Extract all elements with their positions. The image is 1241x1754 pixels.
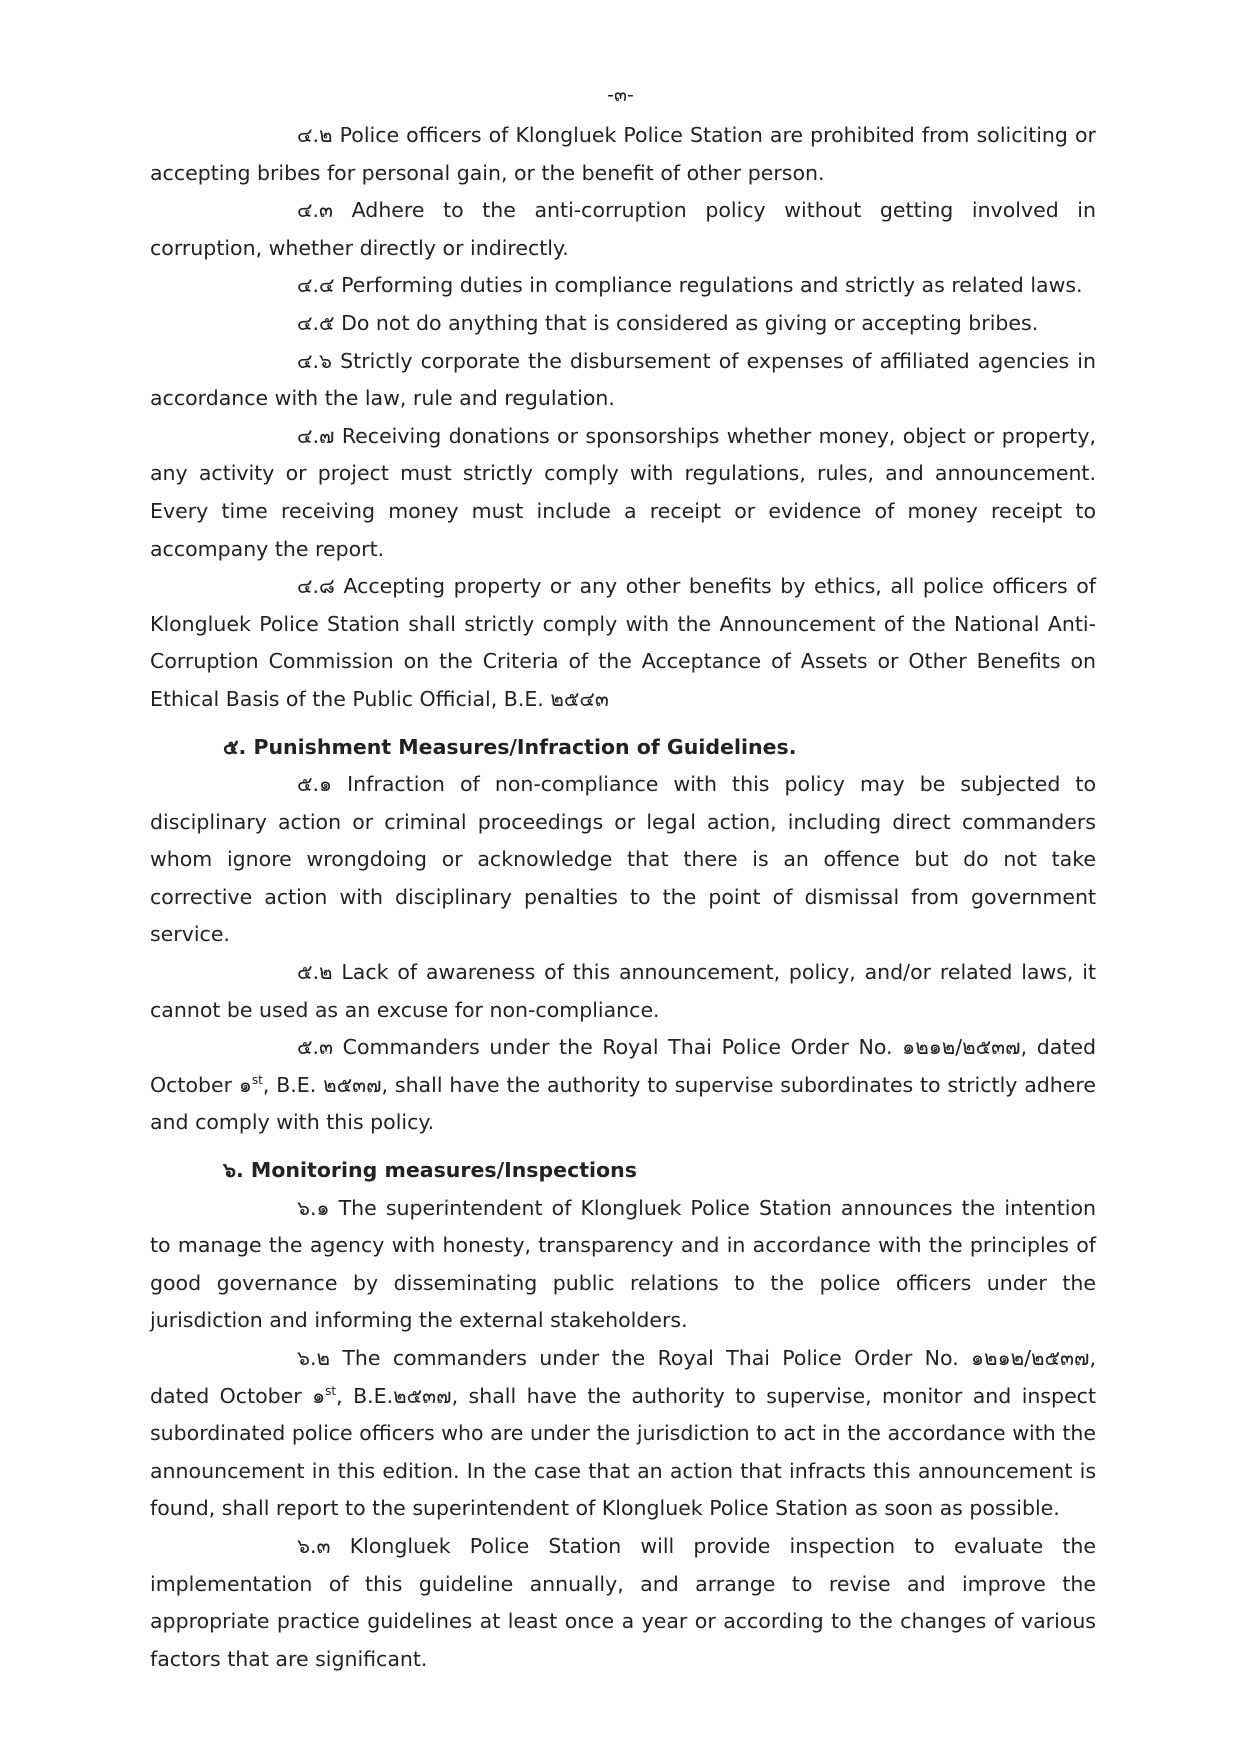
clause-text: Performing duties in compliance regulations and strictly as related laws. xyxy=(341,273,1083,298)
clause-number: ๔.๓ xyxy=(297,198,334,223)
clause-number: ๔.๒ xyxy=(297,123,333,147)
ordinal-suffix: st xyxy=(251,1073,263,1088)
clause-text: Lack of awareness of this announcement, policy, and/or related laws, it cannot be used as an excuse for non-compliance. xyxy=(150,960,1096,1022)
clause-5-1 xyxy=(150,766,1096,954)
clause-text-continued: , B.E.๒๕๓๗, shall have the authority to supervise, monitor and inspect subordinated police officers who are under the jurisdiction to act in the accordance with the announcement in this edition. In the case that an action that infracts this announcement is found, shall report to the superintendent of Klongluek Police Station as soon as possible. xyxy=(150,1383,1096,1521)
clause-4-4 xyxy=(150,267,1096,305)
clause-4-2 xyxy=(150,117,1096,192)
clause-6-3 xyxy=(150,1528,1096,1678)
clause-4-6 xyxy=(150,343,1096,418)
clause-4-7 xyxy=(150,418,1096,568)
section-6-heading: ๖. Monitoring measures/Inspections xyxy=(223,1158,637,1183)
clause-number: ๔.๔ xyxy=(297,273,335,298)
clause-6-1 xyxy=(150,1190,1096,1340)
clause-number: ๔.๗ xyxy=(297,423,335,448)
document-body xyxy=(150,117,1096,1678)
clause-number: ๕.๓ xyxy=(297,1035,334,1060)
clause-5-3 xyxy=(150,1029,1096,1142)
clause-text: The superintendent of Klongluek Police Station announces the intention to manage the agency with honesty, transparency and in accordance with the principles of good governance by disseminating public relations to the police officers under the jurisdiction and informing the external stakeholders. xyxy=(150,1195,1096,1333)
clause-text: Infraction of non-compliance with this policy may be subjected to disciplinary action or criminal proceedings or legal action, including direct commanders whom ignore wrongdoing or acknowledge that there is an offence but do not take corrective action with disciplinary penalties to the point of dismissal from government service. xyxy=(150,772,1096,947)
clause-text: The commanders under the Royal Thai Police Order No. ๑๒๑๒/๒๕๓๗, dated October ๑ xyxy=(150,1346,1096,1408)
clause-text: Accepting property or any other benefits by ethics, all police officers of Klongluek Police Station shall strictly comply with the Announcement of the National Anti-Corruption Commission on the Criteria of the Acceptance of Assets or Other Benefits on Ethical Basis of the Public Official, B.E. ๒๕๔๓ xyxy=(150,574,1096,711)
clause-text: Police officers of Klongluek Police Station are prohibited from soliciting or accepting bribes for personal gain, or the benefit of other person. xyxy=(150,123,1096,185)
clause-number: ๖.๑ xyxy=(297,1195,330,1220)
clause-4-8 xyxy=(150,568,1096,718)
clause-text: Do not do anything that is considered as giving or accepting bribes. xyxy=(341,310,1039,335)
clause-number: ๖.๒ xyxy=(297,1346,331,1370)
page-number: -๓- xyxy=(607,84,634,106)
ordinal-suffix: st xyxy=(325,1383,337,1398)
clause-6-2 xyxy=(150,1340,1096,1528)
clause-text: Klongluek Police Station will provide inspection to evaluate the implementation of this guideline annually, and arrange to revise and improve the appropriate practice guidelines at least once a year or according to the changes of various factors that are significant. xyxy=(150,1533,1096,1671)
clause-text-continued: , B.E. ๒๕๓๗, shall have the authority to supervise subordinates to strictly adhere and comply with this policy. xyxy=(150,1072,1096,1135)
clause-text: Strictly corporate the disbursement of expenses of affiliated agencies in accordance with the law, rule and regulation. xyxy=(150,348,1096,411)
section-5-heading: ๕. Punishment Measures/Infraction of Guidelines. xyxy=(223,734,797,759)
clause-number: ๖.๓ xyxy=(297,1533,331,1558)
clause-5-2 xyxy=(150,954,1096,1029)
clause-number: ๕.๒ xyxy=(297,960,333,985)
clause-number: ๕.๑ xyxy=(297,772,333,797)
clause-text: Receiving donations or sponsorships whether money, object or property, any activity or project must strictly comply with regulations, rules, and announcement. Every time receiving money must include a receipt or evidence of money receipt to accompany the report. xyxy=(150,423,1096,561)
clause-number: ๔.๕ xyxy=(297,310,335,335)
clause-text: Adhere to the anti-corruption policy without getting involved in corruption, whether directly or indirectly. xyxy=(150,198,1096,260)
clause-text: Commanders under the Royal Thai Police Order No. ๑๒๑๒/๒๕๓๗, dated October ๑ xyxy=(150,1035,1096,1097)
clause-number: ๔.๘ xyxy=(297,574,335,599)
clause-4-3 xyxy=(150,192,1096,267)
clause-number: ๔.๖ xyxy=(297,348,333,373)
clause-4-5 xyxy=(150,305,1096,343)
